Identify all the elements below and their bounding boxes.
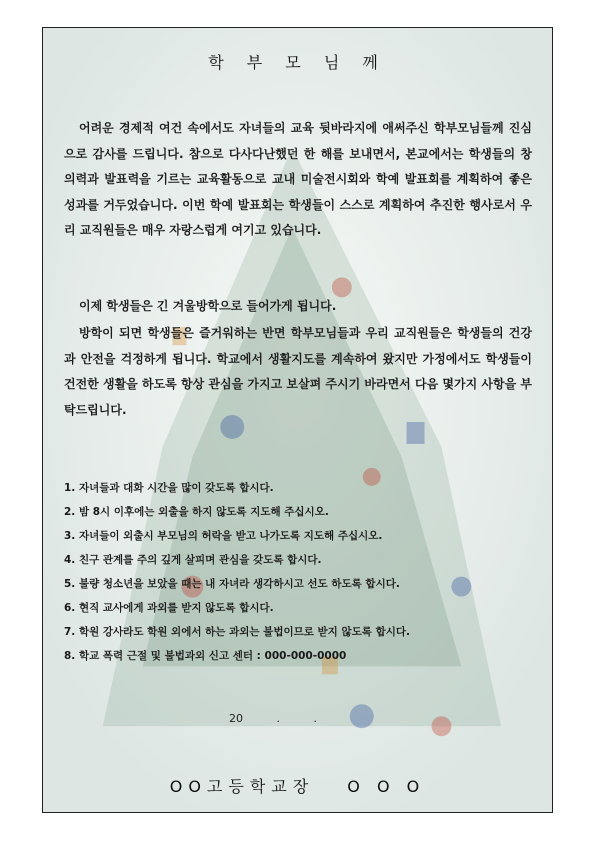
list-item: 1. 자녀들과 대화 시간을 많이 갖도록 합시다. [64,482,274,494]
list-item: 4. 친구 관계를 주의 깊게 살피며 관심을 갖도록 합시다. [64,554,322,566]
guidelines-list [64,476,532,668]
list-item: 8. 학교 폭력 근절 및 불법과외 신고 센터 : 000-000-0000 [64,650,347,662]
list-item: 3. 자녀들이 외출시 부모님의 허락을 받고 나가도록 지도해 주십시오. [64,530,383,542]
request-paragraph: 방학이 되면 학생들은 즐거워하는 반면 학부모님들과 우리 교직원들은 학생들의 건강과 안전을 걱정하게 됩니다. 학교에서 생활지도를 계속하여 왔지만 가정에서도 학생들이 건전한 생활을 하도록 항상 관심을 가지고 보살펴 주시기 바라면서 다음 몇가지 사항을 부탁드립니다. [64,326,532,417]
list-item: 5. 불량 청소년을 보았을 때는 내 자녀라 생각하시고 선도 하도록 합시다. [64,578,400,590]
letter-date: 20 . . [229,712,317,725]
list-item: 2. 밤 8시 이후에는 외출을 하지 않도록 지도해 주십시오. [64,506,329,518]
vacation-paragraph: 이제 학생들은 긴 겨울방학으로 들어가게 됩니다. [79,299,337,313]
intro-paragraph: 어려운 경제적 여건 속에서도 자녀들의 교육 뒷바라지에 애써주신 학부모님들께 진심으로 감사를 드립니다. 참으로 다사다난했던 한 해를 보내면서, 본교에서는 학생들의 창의력과 발표력을 기르는 교육활동으로 교내 미술전시회와 학예 발표회를 계획하여 좋은 성과를 거두었습니다. 이번 학예 발표회는 학생들이 스스로 계획하여 추진한 행사로서 우리 교직원들은 매우 자랑스럽게 여기고 있습니다. [64,121,532,237]
list-item: 6. 현직 교사에게 과외를 받지 않도록 합시다. [64,602,274,614]
letter-title: 학 부 모 님 께 [208,53,387,72]
letter-page [42,27,553,813]
principal-signature: OO고등학교장 O O O [169,777,426,796]
list-item: 7. 학원 강사라도 학원 외에서 하는 과외는 불법이므로 받지 않도록 합시다. [64,626,410,638]
